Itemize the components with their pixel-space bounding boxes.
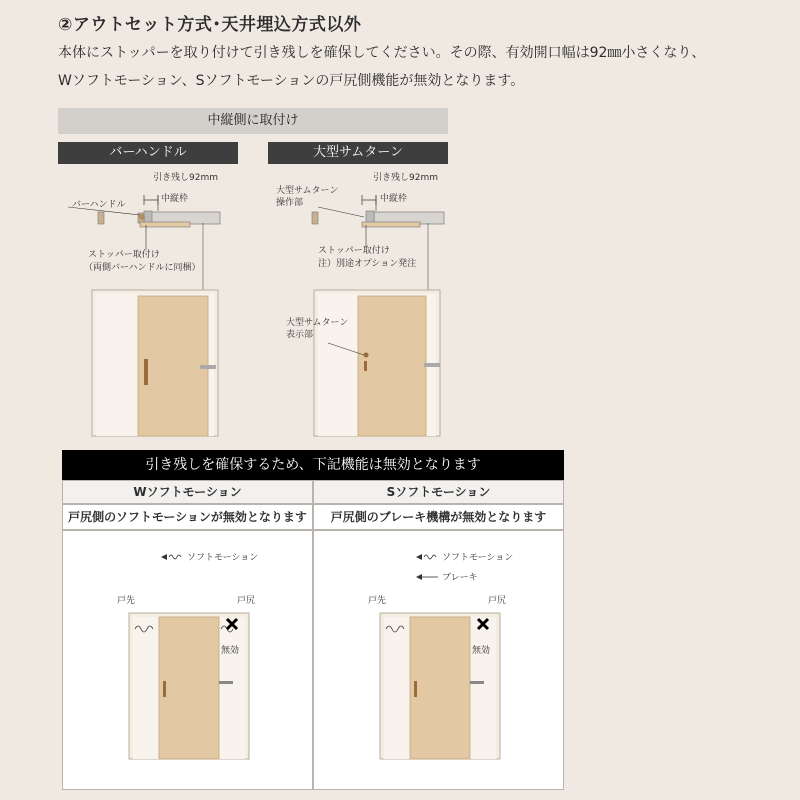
section-header: 中縦側に取付け [58,108,448,134]
stopper-label-left: ストッパー取付け [88,250,160,260]
s-legend-brake: ブレーキ [442,573,478,583]
frame-label-right: 中縦枠 [380,194,408,204]
page-title: ②アウトセット方式･天井埋込方式以外 [58,15,362,35]
bar-handle-label: バーハンドル [72,200,126,210]
s-door-end: 戸尻 [488,596,507,606]
col-w-soft-header: Wソフトモーション [62,480,313,504]
operation-label-1: 大型サムターン [276,186,339,196]
bar-handle-diagram [58,165,248,445]
s-door-tip: 戸先 [368,596,387,606]
stopper-note-right: 注）別途オプション発注 [318,259,417,269]
s-invalid-label: 無効 [472,646,491,656]
intro-text-line-1: 本体にストッパーを取り付けて引き残しを確保してください。その際、有効開口幅は92㎜小さくなり、 [58,45,706,61]
s-soft-illustration [313,530,564,790]
remaining-label-right: 引き残し92mm [373,173,438,183]
w-door-end: 戸尻 [237,596,256,606]
bar-handle-header: バーハンドル [58,142,238,164]
col-w-soft-desc: 戸尻側のソフトモーションが無効となります [62,504,313,530]
s-legend-soft: ソフトモーション [442,553,514,563]
col-s-soft-header: Sソフトモーション [313,480,564,504]
w-invalid-label: 無効 [221,646,240,656]
col-s-soft-desc: 戸尻側のブレーキ機構が無効となります [313,504,564,530]
s-soft-drawing [314,531,563,789]
display-label-2: 表示部 [286,330,314,340]
thumb-turn-header: 大型サムターン [268,142,448,164]
w-legend-soft: ソフトモーション [187,553,259,563]
display-label-1: 大型サムターン [286,318,349,328]
intro-text-line-2: Wソフトモーション、Sソフトモーションの戸尻側機能が無効となります。 [58,73,525,89]
table-title: 引き残しを確保するため、下記機能は無効となります [62,450,564,480]
stopper-note-left: （両側バーハンドルに同梱） [84,263,201,273]
disabled-features-table [62,450,564,790]
frame-label-left: 中縦枠 [161,194,189,204]
w-soft-drawing [63,531,312,789]
w-door-tip: 戸先 [117,596,136,606]
w-soft-illustration [62,530,313,790]
operation-label-2: 操作部 [276,198,304,208]
remaining-label-left: 引き残し92mm [153,173,218,183]
stopper-label-right: ストッパー取付け [318,246,390,256]
thumb-turn-diagram [268,165,458,445]
